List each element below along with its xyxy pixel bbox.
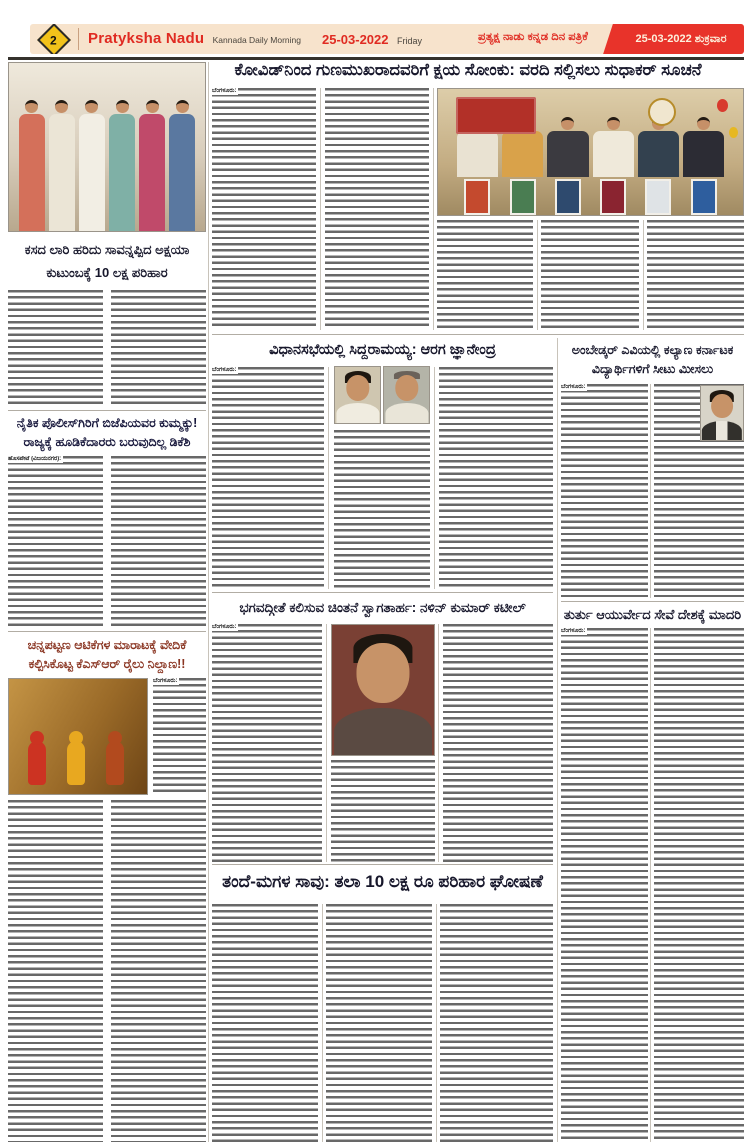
divider	[8, 410, 206, 411]
column-rule	[650, 384, 651, 598]
column-rule	[643, 220, 644, 330]
divider	[212, 592, 553, 593]
dateline-toys: ಬೆಂಗಳೂರು:	[153, 678, 178, 684]
column-rule	[557, 338, 558, 1142]
headline-ambedkar-seats: ಅಂಬೇಡ್ಕರ್ ಎವಿಯಲ್ಲಿ ಕಲ್ಯಾಣ ಕರ್ನಾಟಕ ವಿದ್ಯಾರ್ಥಿಗಳಿಗೆ ಸೀಟು ಮೀಸಲು	[571, 343, 734, 376]
body-fd-col1	[212, 904, 318, 1142]
divider	[561, 601, 744, 602]
headline-channapatna-toys: ಚನ್ನಪಟ್ಟಣ ಆಟಿಕೆಗಳ ಮಾರಾಟಕ್ಕೆ ವೇದಿಕೆ ಕಲ್ಪಿಸಿಕೊಟ್ಟ ಕೆಎಸ್ಆರ್ ರೈಲು ನಿಲ್ದಾಣ!!	[27, 638, 187, 671]
column-rule	[434, 367, 435, 589]
column-rule	[208, 62, 209, 1142]
body-ayurveda-col1	[561, 628, 648, 1142]
body-ayurveda-col2	[654, 628, 744, 1142]
column-rule	[537, 220, 538, 330]
issue-date: 25-03-2022	[322, 32, 389, 47]
balloon-red	[717, 99, 728, 112]
masthead-bar	[30, 24, 744, 54]
toy-doll	[28, 741, 46, 785]
column-rule	[436, 904, 437, 1142]
body-assembly-col3	[439, 367, 553, 589]
dateline-ambedkar: ಬೆಂಗಳೂರು:	[561, 384, 586, 390]
page-number: 2	[49, 33, 57, 48]
body-gita-col3	[443, 624, 553, 862]
body-garbage-lorry-col1	[8, 290, 103, 408]
portrait-siddaramaiah	[383, 366, 430, 424]
page-number-badge	[37, 24, 71, 54]
photo-people-group	[9, 63, 205, 231]
paper-subtitle: Kannada Daily Morning	[212, 35, 301, 45]
body-covid-col1	[212, 88, 316, 330]
photo-tb-poster-release	[437, 88, 744, 216]
body-assembly-col1	[212, 367, 324, 589]
column-rule	[328, 367, 329, 589]
body-fd-col2	[326, 904, 432, 1142]
date-badge-text: 25-03-2022 ಶುಕ್ರವಾರ	[635, 33, 727, 45]
dateline-assembly: ಬೆಂಗಳೂರು:	[212, 367, 237, 373]
body-toys-col1	[8, 800, 103, 1142]
column-rule	[438, 624, 439, 862]
divider	[8, 631, 206, 632]
kannada-tagline: ಪ್ರತ್ಯಕ್ಷ ನಾಡು ಕನ್ನಡ ದಿನ ಪತ್ರಿಕೆ	[478, 31, 588, 43]
event-logo	[648, 98, 676, 126]
headline-garbage-lorry-compensation: ಕಸದ ಲಾರಿ ಹರಿದು ಸಾವನ್ನಪ್ಪಿದ ಅಕ್ಷಯಾ ಕುಟುಂಬಕ್ಕೆ 10 ಲಕ್ಷ ಪರಿಹಾರ	[24, 242, 190, 280]
dateline-gita: ಬೆಂಗಳೂರು:	[212, 624, 237, 630]
column-rule	[433, 88, 434, 330]
dateline-moral-policing: ಹೊಸಪೇಟೆ (ವಿಜಯನಗರ):	[8, 456, 62, 462]
column-rule	[650, 628, 651, 1142]
paper-title: Pratyksha Nadu	[88, 30, 205, 47]
headline-bhagavad-gita: ಭಗವದ್ಗೀತೆ ಕಲಿಸುವ ಚಿಂತನೆ ಸ್ವಾಗತಾರ್ಹ: ನಳಿನ್ ಕುಮಾರ್ ಕಟೀಲ್	[239, 600, 526, 615]
headline-father-daughter-compensation: ತಂದೆ-ಮಗಳ ಸಾವು: ತಲಾ 10 ಲಕ್ಷ ರೂ ಪರಿಹಾರ ಘೋಷಣೆ	[222, 872, 543, 891]
dateline-covid: ಬೆಂಗಳೂರು:	[212, 88, 237, 94]
photo-channapatna-toys	[8, 678, 148, 795]
column-rule	[320, 88, 321, 330]
event-banner	[456, 97, 535, 135]
headline-covid-tb: ಕೋವಿಡ್‌ನಿಂದ ಗುಣಮುಖರಾದವರಿಗೆ ಕ್ಷಯ ಸೋಂಕು: ವರದಿ ಸಲ್ಲಿಸಲು ಸುಧಾಕರ್ ಸೂಚನೆ	[234, 61, 702, 79]
headline-ayurveda-service: ತುರ್ತು ಆಯುರ್ವೇದ ಸೇವೆ ದೇಶಕ್ಕೆ ಮಾದರಿ	[563, 607, 742, 622]
body-gita-col1	[212, 624, 322, 862]
body-fd-col3	[440, 904, 553, 1142]
body-covid-col3	[437, 220, 533, 330]
toy-doll	[106, 741, 124, 785]
body-garbage-lorry-col2	[111, 290, 206, 408]
body-toys-sidecol	[153, 678, 206, 795]
body-moral-policing-col1	[8, 456, 103, 626]
dateline-ayurveda: ಬೆಂಗಳೂರು:	[561, 628, 586, 634]
issue-date-group	[322, 31, 422, 49]
paper-brand	[88, 30, 301, 48]
body-assembly-col2	[334, 430, 430, 589]
headline-moral-policing: ನೈತಿಕ ಪೊಲೀಸ್‌ಗಿರಿಗೆ ಬಿಜೆಪಿಯವರ ಕುಮ್ಮಕ್ಕು! ರಾಜ್ಯಕ್ಕೆ ಹೂಡಿಕೆದಾರರು ಬರುವುದಿಲ್ಲ ಡಿಕೆಶಿ	[16, 416, 198, 449]
photo-cheque-handover	[8, 62, 206, 232]
body-gita-col2	[331, 760, 435, 862]
body-covid-col2	[325, 88, 429, 330]
portrait-nalin-kumar-kateel	[331, 624, 435, 756]
column-rule	[326, 624, 327, 862]
headline-assembly-exchange: ವಿಧಾನಸಭೆಯಲ್ಲಿ ಸಿದ್ದರಾಮಯ್ಯ: ಆರಗ ಜ್ಞಾನೇಂದ್ರ	[269, 342, 496, 358]
body-covid-col4	[541, 220, 639, 330]
toy-doll	[67, 741, 85, 785]
masthead-divider	[78, 28, 79, 50]
divider	[212, 864, 553, 865]
portrait-minister-suit	[700, 385, 744, 441]
divider	[212, 334, 744, 335]
body-covid-col5	[647, 220, 744, 330]
body-moral-policing-col2	[111, 456, 206, 626]
body-toys-col2	[111, 800, 206, 1142]
body-ambedkar-col1	[561, 384, 648, 598]
issue-day: Friday	[396, 36, 422, 46]
column-rule	[322, 904, 323, 1142]
date-badge	[603, 24, 744, 54]
portrait-araga-jnanendra	[334, 366, 381, 424]
